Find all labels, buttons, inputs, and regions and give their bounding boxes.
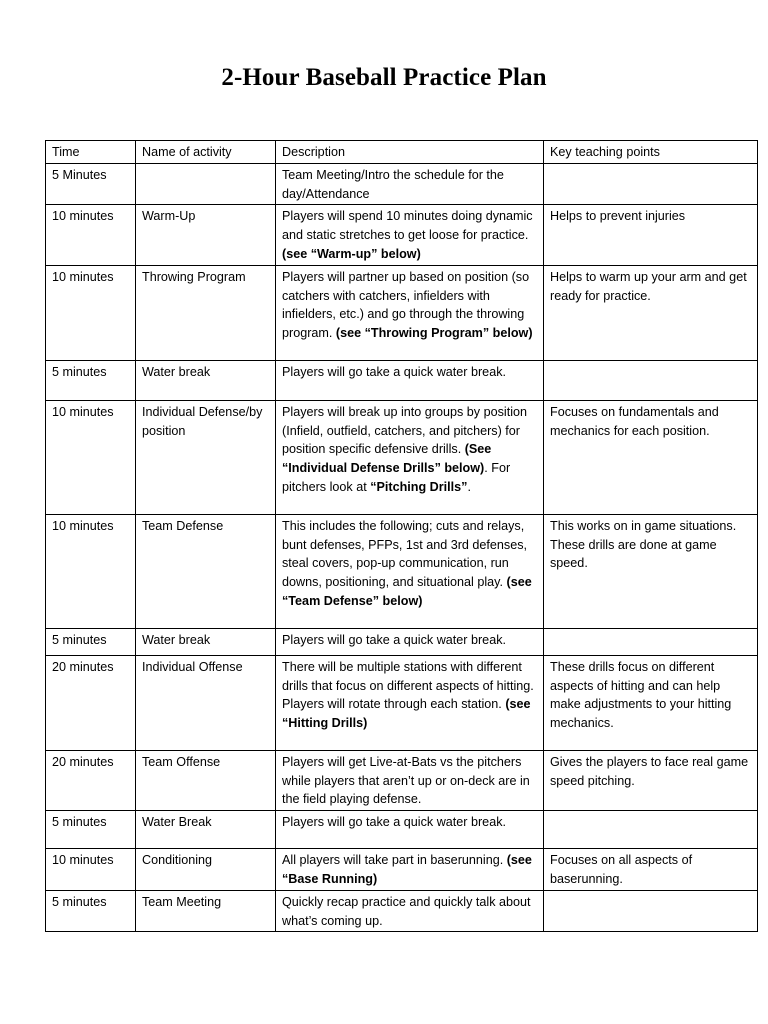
cell-activity: Individual Defense/by position <box>136 400 276 514</box>
description-reference: “Pitching Drills” <box>370 479 468 494</box>
cell-key-points <box>544 890 758 932</box>
cell-activity: Conditioning <box>136 849 276 891</box>
cell-key-points: Focuses on fundamentals and mechanics for each position. <box>544 400 758 514</box>
cell-key-points: Helps to warm up your arm and get ready for practice. <box>544 265 758 360</box>
cell-time: 10 minutes <box>46 400 136 514</box>
cell-time: 10 minutes <box>46 849 136 891</box>
cell-description <box>276 265 544 360</box>
description-reference: (See “Individual Defense Drills” below) <box>282 442 492 476</box>
table-row <box>46 205 758 265</box>
cell-time: 5 minutes <box>46 811 136 849</box>
description-reference: (see “Warm-up” below) <box>282 246 421 261</box>
description-text: Team Meeting/Intro the schedule for the day/Attendance <box>282 167 504 201</box>
cell-time: 10 minutes <box>46 265 136 360</box>
description-text: This includes the following; cuts and relays, bunt defenses, PFPs, 1st and 3rd defenses, steal covers, pop-up communication, run downs, positioning, and situational play. <box>282 518 528 590</box>
cell-key-points <box>544 163 758 205</box>
cell-activity: Throwing Program <box>136 265 276 360</box>
cell-activity: Individual Offense <box>136 655 276 750</box>
cell-key-points: Helps to prevent injuries <box>544 205 758 265</box>
table-row <box>46 514 758 628</box>
description-reference: (see “Hitting Drills) <box>282 697 531 731</box>
description-text: Players will spend 10 minutes doing dynamic and static stretches to get loose for practice. <box>282 209 533 243</box>
cell-activity: Water Break <box>136 811 276 849</box>
description-reference: (see “Base Running) <box>282 853 532 886</box>
cell-description <box>276 360 544 400</box>
table-row <box>46 360 758 400</box>
description-text: There will be multiple stations with different drills that focus on different aspects of hitting. Players will rotate through each station. <box>282 659 534 712</box>
cell-description <box>276 849 544 891</box>
table-row <box>46 400 758 514</box>
description-text: All players will take part in baserunning. <box>282 853 507 868</box>
cell-description <box>276 811 544 849</box>
table-row <box>46 750 758 810</box>
table-row <box>46 849 758 891</box>
description-reference: (see “Team Defense” below) <box>282 575 532 608</box>
table-header-row <box>46 141 758 164</box>
cell-time: 5 minutes <box>46 360 136 400</box>
description-reference: (see “Throwing Program” below) <box>335 326 533 341</box>
table-row <box>46 163 758 205</box>
cell-description <box>276 628 544 655</box>
cell-activity: Team Offense <box>136 750 276 810</box>
table-row <box>46 628 758 655</box>
table-row <box>46 811 758 849</box>
cell-time: 5 minutes <box>46 890 136 932</box>
description-text: . For pitchers look at <box>282 461 511 494</box>
cell-time: 5 minutes <box>46 628 136 655</box>
cell-key-points <box>544 360 758 400</box>
cell-key-points: Focuses on all aspects of baserunning. <box>544 849 758 891</box>
description-text: Quickly recap practice and quickly talk about what’s coming up. <box>282 894 531 928</box>
description-text: Players will break up into groups by position (Infield, outfield, catchers, and pitchers) for position specific defensive drills. <box>282 404 528 457</box>
description-text: Players will get Live-at-Bats vs the pitchers while players that aren’t up or on-deck are in the field playing defense. <box>282 754 530 807</box>
table-row <box>46 265 758 360</box>
cell-description <box>276 890 544 932</box>
description-text: Players will go take a quick water break. <box>282 815 506 830</box>
cell-time: 10 minutes <box>46 514 136 628</box>
table-row <box>46 890 758 932</box>
practice-plan-table <box>45 140 758 932</box>
cell-time: 20 minutes <box>46 750 136 810</box>
table-row <box>46 655 758 750</box>
cell-description <box>276 514 544 628</box>
description-text: Players will partner up based on position (so catchers with catchers, infielders with infielders, etc.) and go through the throwing program. <box>282 269 530 341</box>
cell-key-points: Gives the players to face real game speed pitching. <box>544 750 758 810</box>
cell-time: 5 Minutes <box>46 163 136 205</box>
cell-activity: Warm-Up <box>136 205 276 265</box>
description-text: Players will go take a quick water break. <box>282 632 506 647</box>
cell-key-points <box>544 628 758 655</box>
cell-activity <box>136 163 276 205</box>
cell-time: 20 minutes <box>46 655 136 750</box>
cell-description <box>276 163 544 205</box>
cell-key-points: This works on in game situations. These drills are done at game speed. <box>544 514 758 628</box>
column-header-key-points: Key teaching points <box>544 141 758 164</box>
cell-description <box>276 400 544 514</box>
column-header-time: Time <box>46 141 136 164</box>
cell-key-points: These drills focus on different aspects of hitting and can help make adjustments to your hitting mechanics. <box>544 655 758 750</box>
cell-time: 10 minutes <box>46 205 136 265</box>
cell-activity: Team Defense <box>136 514 276 628</box>
cell-activity: Team Meeting <box>136 890 276 932</box>
cell-description <box>276 655 544 750</box>
cell-description <box>276 750 544 810</box>
description-text: Players will go take a quick water break. <box>282 364 506 379</box>
column-header-description: Description <box>276 141 544 164</box>
page-title: 2-Hour Baseball Practice Plan <box>221 64 547 91</box>
cell-activity: Water break <box>136 360 276 400</box>
cell-description <box>276 205 544 265</box>
cell-activity: Water break <box>136 628 276 655</box>
column-header-activity: Name of activity <box>136 141 276 164</box>
table-body <box>46 163 758 932</box>
cell-key-points <box>544 811 758 849</box>
description-text: . <box>467 479 471 494</box>
